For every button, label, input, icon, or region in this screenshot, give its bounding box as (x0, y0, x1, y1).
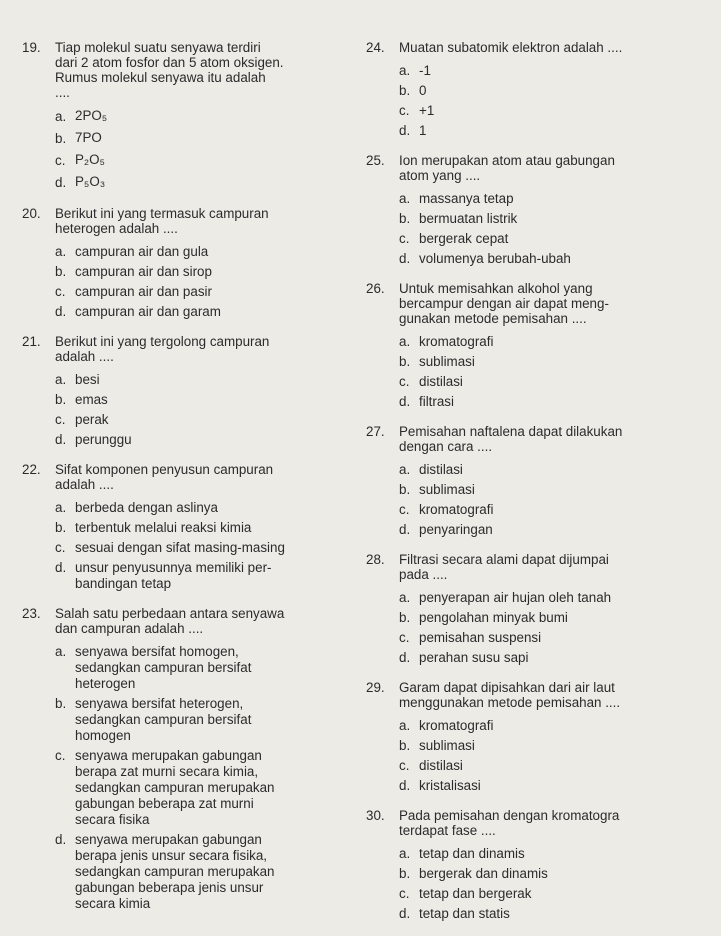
question-number: 27. (366, 424, 385, 439)
answer-option (399, 249, 718, 269)
option-text: kromatografi (419, 502, 494, 517)
question-text: Untuk memisahkan alkohol yang bercampur dengan air dapat meng- gunakan metode pemisahan .... (399, 281, 609, 326)
question-number: 23. (22, 606, 41, 621)
question-header (366, 680, 718, 710)
question-text: Sifat komponen penyusun campuran adalah .... (55, 462, 274, 492)
option-letter: b. (55, 520, 67, 535)
question-text: Ion merupakan atom atau gabungan atom yang .... (399, 153, 615, 183)
answer-option (55, 746, 352, 830)
option-letter: b. (399, 354, 411, 369)
option-text: pengolahan minyak bumi (419, 610, 568, 625)
option-letter: a. (55, 109, 67, 124)
question-number: 21. (22, 334, 41, 349)
answer-option (55, 282, 352, 302)
option-text: emas (75, 392, 108, 407)
question (366, 281, 718, 412)
answer-option (55, 498, 352, 518)
option-text: tetap dan bergerak (419, 886, 532, 901)
option-letter: a. (55, 244, 67, 259)
answer-option (55, 538, 352, 558)
option-text: P₂O₅ (75, 152, 105, 167)
option-letter: a. (55, 372, 67, 387)
answer-options (399, 189, 718, 269)
option-text: filtrasi (419, 394, 454, 409)
option-letter: c. (399, 103, 410, 118)
answer-option (399, 588, 718, 608)
option-text: massanya tetap (419, 191, 514, 206)
option-letter: b. (55, 264, 67, 279)
answer-options (399, 588, 718, 668)
option-letter: c. (55, 540, 66, 555)
answer-option (399, 101, 718, 121)
answer-options (55, 642, 352, 914)
option-text: 1 (419, 123, 427, 138)
answer-option (55, 128, 352, 150)
option-letter: c. (399, 630, 410, 645)
question-header (366, 808, 718, 838)
question-text: Filtrasi secara alami dapat dijumpai pada .... (399, 552, 609, 582)
answer-option (399, 121, 718, 141)
question (366, 153, 718, 269)
question-text: Pada pemisahan dengan kromatogra terdapat fase .... (399, 808, 620, 838)
answer-option (55, 150, 352, 172)
answer-option (399, 392, 718, 412)
option-letter: c. (55, 153, 66, 168)
question-number: 22. (22, 462, 41, 477)
answer-option (399, 189, 718, 209)
question (366, 808, 718, 924)
option-text: volumenya berubah-ubah (419, 251, 571, 266)
option-letter: b. (399, 211, 411, 226)
option-letter: d. (399, 123, 411, 138)
option-letter: a. (399, 718, 411, 733)
option-text: -1 (419, 63, 431, 78)
answer-option (55, 518, 352, 538)
right-question-column (366, 40, 718, 936)
question-number: 19. (22, 40, 41, 55)
answer-option (399, 756, 718, 776)
answer-options (55, 106, 352, 194)
option-text: distilasi (419, 462, 463, 477)
answer-option (55, 172, 352, 194)
option-letter: c. (399, 231, 410, 246)
option-text: sublimasi (419, 738, 475, 753)
option-letter: b. (399, 610, 411, 625)
question (366, 40, 718, 141)
option-text: perak (75, 412, 109, 427)
answer-option (399, 332, 718, 352)
option-text: senyawa bersifat heterogen, sedangkan campuran bersifat homogen (75, 696, 252, 743)
option-text: bergerak cepat (419, 231, 509, 246)
question (22, 334, 352, 450)
answer-option (55, 390, 352, 410)
option-text: 7PO (75, 130, 102, 145)
option-text: campuran air dan garam (75, 304, 221, 319)
option-text: besi (75, 372, 100, 387)
question-header (22, 462, 352, 492)
option-text: distilasi (419, 758, 463, 773)
option-text: campuran air dan sirop (75, 264, 212, 279)
answer-option (399, 736, 718, 756)
answer-options (55, 242, 352, 322)
option-letter: b. (399, 738, 411, 753)
question (22, 206, 352, 322)
option-text: penyerapan air hujan oleh tanah (419, 590, 612, 605)
answer-option (399, 460, 718, 480)
option-text: perahan susu sapi (419, 650, 529, 665)
answer-option (55, 430, 352, 450)
option-text: P₅O₃ (75, 174, 106, 189)
question (366, 680, 718, 796)
answer-option (55, 106, 352, 128)
option-text: campuran air dan gula (75, 244, 209, 259)
option-letter: a. (399, 191, 411, 206)
option-text: tetap dan statis (419, 906, 510, 921)
left-question-column (22, 40, 352, 926)
option-letter: a. (399, 846, 411, 861)
answer-options (399, 844, 718, 924)
option-text: sesuai dengan sifat masing-masing (75, 540, 285, 555)
question-header (22, 606, 352, 636)
option-letter: c. (399, 886, 410, 901)
option-text: senyawa merupakan gabungan berapa zat murni secara kimia, sedangkan campuran merupakan gabungan beberapa zat murni secara fisika (75, 748, 275, 827)
answer-option (55, 262, 352, 282)
option-letter: a. (399, 462, 411, 477)
option-letter: d. (399, 906, 411, 921)
option-letter: c. (399, 374, 410, 389)
question-text: Garam dapat dipisahkan dari air laut menggunakan metode pemisahan .... (399, 680, 621, 710)
option-letter: b. (399, 83, 411, 98)
question-header (22, 206, 352, 236)
question-header (366, 552, 718, 582)
question (366, 424, 718, 540)
answer-option (55, 558, 352, 594)
option-text: bergerak dan dinamis (419, 866, 548, 881)
question-number: 26. (366, 281, 385, 296)
option-letter: d. (55, 432, 67, 447)
option-letter: d. (55, 175, 67, 190)
answer-option (55, 302, 352, 322)
question-number: 25. (366, 153, 385, 168)
option-letter: d. (55, 832, 67, 847)
answer-option (399, 884, 718, 904)
answer-option (399, 500, 718, 520)
question-number: 29. (366, 680, 385, 695)
answer-option (55, 694, 352, 746)
answer-option (55, 830, 352, 914)
option-text: terbentuk melalui reaksi kimia (75, 520, 252, 535)
answer-option (399, 648, 718, 668)
option-letter: a. (399, 590, 411, 605)
option-letter: b. (55, 131, 67, 146)
question-text: Muatan subatomik elektron adalah .... (399, 40, 623, 55)
answer-option (399, 209, 718, 229)
option-letter: d. (399, 778, 411, 793)
question-number: 30. (366, 808, 385, 823)
option-letter: b. (399, 482, 411, 497)
answer-options (399, 332, 718, 412)
option-text: senyawa merupakan gabungan berapa jenis unsur secara fisika, sedangkan campuran merupakan gabungan beberapa jenis unsur secara kimia (75, 832, 275, 911)
option-letter: b. (55, 696, 67, 711)
option-letter: d. (399, 522, 411, 537)
answer-option (399, 229, 718, 249)
answer-option (399, 716, 718, 736)
answer-option (399, 372, 718, 392)
option-text: berbeda dengan aslinya (75, 500, 218, 515)
option-letter: c. (55, 412, 66, 427)
option-text: campuran air dan pasir (75, 284, 212, 299)
answer-options (399, 716, 718, 796)
option-text: tetap dan dinamis (419, 846, 525, 861)
answer-options (399, 61, 718, 141)
option-text: perunggu (75, 432, 132, 447)
option-letter: c. (399, 758, 410, 773)
option-text: kromatografi (419, 718, 494, 733)
option-text: pemisahan suspensi (419, 630, 542, 645)
question-text: Berikut ini yang termasuk campuran heterogen adalah .... (55, 206, 269, 236)
answer-option (399, 776, 718, 796)
question-header (22, 40, 352, 100)
answer-option (399, 81, 718, 101)
question-text: Berikut ini yang tergolong campuran adalah .... (55, 334, 270, 364)
option-letter: c. (399, 502, 410, 517)
option-text: +1 (419, 103, 435, 118)
option-letter: a. (399, 63, 411, 78)
question-text: Salah satu perbedaan antara senyawa dan campuran adalah .... (55, 606, 285, 636)
answer-option (399, 608, 718, 628)
answer-option (399, 904, 718, 924)
question (22, 462, 352, 594)
question (22, 606, 352, 914)
answer-option (399, 61, 718, 81)
question-number: 20. (22, 206, 41, 221)
answer-option (399, 480, 718, 500)
option-letter: d. (55, 560, 67, 575)
answer-option (55, 642, 352, 694)
option-text: distilasi (419, 374, 463, 389)
question (366, 552, 718, 668)
option-letter: b. (55, 392, 67, 407)
answer-option (55, 370, 352, 390)
question-header (366, 40, 718, 55)
answer-option (399, 864, 718, 884)
option-letter: b. (399, 866, 411, 881)
question-header (366, 281, 718, 326)
question-header (366, 424, 718, 454)
option-text: kristalisasi (419, 778, 481, 793)
option-text: unsur penyusunnya memiliki per- bandingan tetap (75, 560, 272, 591)
answer-option (55, 410, 352, 430)
option-letter: a. (55, 644, 67, 659)
option-text: kromatografi (419, 334, 494, 349)
question-number: 28. (366, 552, 385, 567)
option-text: senyawa bersifat homogen, sedangkan campuran bersifat heterogen (75, 644, 252, 691)
option-text: 2PO₅ (75, 108, 108, 123)
option-letter: c. (55, 284, 66, 299)
option-letter: d. (399, 650, 411, 665)
option-letter: d. (399, 394, 411, 409)
question-text: Pemisahan naftalena dapat dilakukan dengan cara .... (399, 424, 623, 454)
answer-options (55, 498, 352, 594)
answer-option (399, 844, 718, 864)
option-text: bermuatan listrik (419, 211, 518, 226)
option-letter: a. (399, 334, 411, 349)
question-text: Tiap molekul suatu senyawa terdiri dari 2 atom fosfor dan 5 atom oksigen. Rumus molekul senyawa itu adalah .... (55, 40, 284, 100)
answer-option (399, 628, 718, 648)
answer-options (399, 460, 718, 540)
option-letter: d. (399, 251, 411, 266)
option-text: sublimasi (419, 354, 475, 369)
question-number: 24. (366, 40, 385, 55)
option-text: penyaringan (419, 522, 493, 537)
option-text: 0 (419, 83, 427, 98)
question-header (366, 153, 718, 183)
answer-option (399, 520, 718, 540)
answer-options (55, 370, 352, 450)
question (22, 40, 352, 194)
option-letter: a. (55, 500, 67, 515)
option-letter: d. (55, 304, 67, 319)
option-text: sublimasi (419, 482, 475, 497)
option-letter: c. (55, 748, 66, 763)
answer-option (399, 352, 718, 372)
answer-option (55, 242, 352, 262)
question-header (22, 334, 352, 364)
